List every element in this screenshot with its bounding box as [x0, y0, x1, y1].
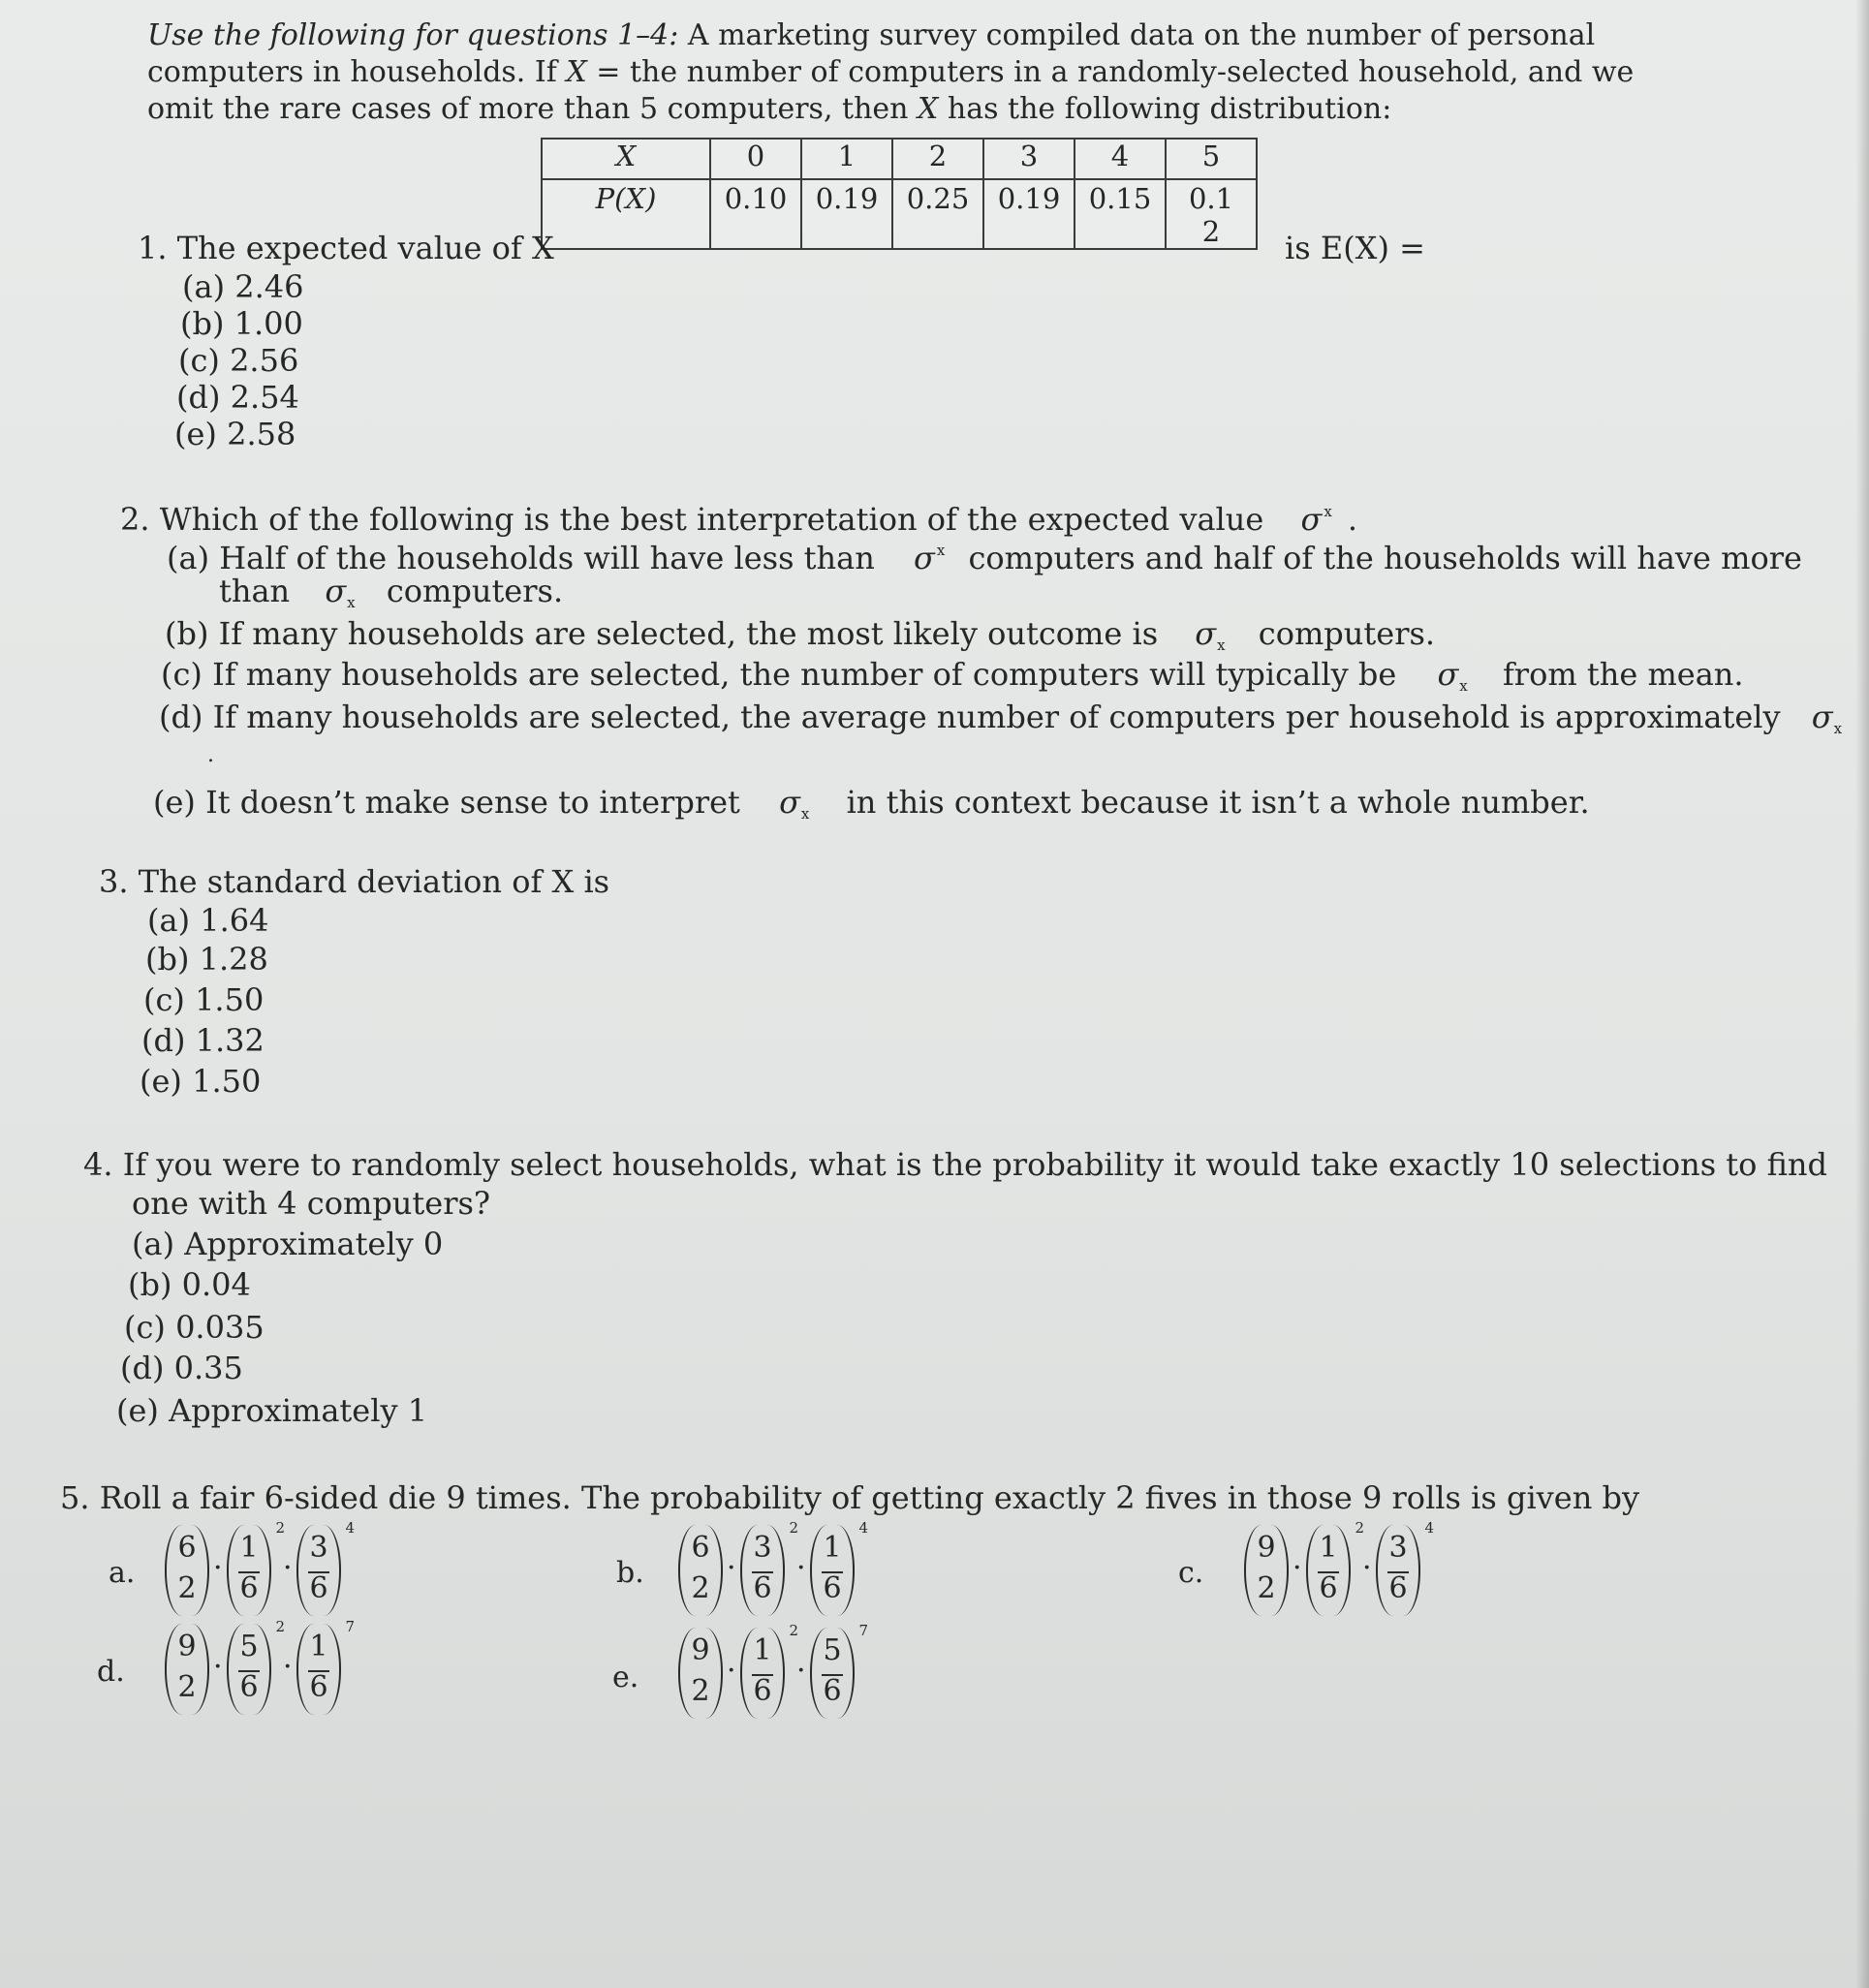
x-cell: 1 — [801, 139, 892, 179]
q2-choice-d-text-1: (d) If many households are selected, the average number of computers per household is approximately — [159, 699, 1781, 735]
fraction-numerator: 3 — [753, 1531, 772, 1565]
intro-var-x: X — [566, 55, 587, 89]
p-header-cell: P(X) — [542, 179, 710, 249]
fraction-denominator: 6 — [239, 1670, 259, 1704]
binomial-coefficient — [165, 1525, 209, 1616]
fraction-power — [740, 1519, 798, 1616]
exponent: 4 — [345, 1519, 355, 1537]
fraction-power — [1306, 1519, 1364, 1616]
binomial-coefficient — [678, 1628, 723, 1719]
q5-option-d-label: d. — [97, 1655, 125, 1689]
exponent: 2 — [1355, 1519, 1364, 1537]
q2-choice-d-period: . — [207, 743, 214, 767]
fraction-numerator: 1 — [309, 1630, 328, 1663]
binomial-coefficient — [1244, 1525, 1289, 1616]
q4-choice-e: (e) Approximately 1 — [116, 1392, 428, 1429]
intro-text-1: A marketing survey compiled data on the number of personal computers in households. If — [147, 18, 1596, 89]
fraction-denominator: 6 — [1319, 1571, 1338, 1605]
multiply-dot: · — [283, 1551, 293, 1585]
q2-choice-a-text-3: than — [219, 573, 291, 609]
table-row-p — [542, 179, 1257, 249]
sigma-subscript: x — [1459, 677, 1468, 695]
fraction-denominator: 6 — [1388, 1571, 1408, 1605]
fraction-power — [1376, 1519, 1434, 1616]
p-cell: 0.19 — [801, 179, 892, 249]
multiply-dot: · — [213, 1551, 223, 1585]
q3-stem: 3. The standard deviation of X is — [99, 863, 610, 900]
q2-choice-e-text-2: in this context because it isn’t a whole number. — [846, 784, 1590, 821]
binom-n: 6 — [691, 1531, 710, 1565]
fraction-denominator: 6 — [753, 1674, 772, 1708]
multiply-dot: · — [796, 1551, 806, 1585]
q1-stem-tail: is E(X) = — [1285, 230, 1425, 266]
exponent: 2 — [275, 1618, 285, 1635]
exponent: 4 — [858, 1519, 868, 1537]
exponent: 2 — [789, 1519, 798, 1537]
sigma-symbol: σ — [914, 540, 935, 576]
sigma-symbol: σ — [1195, 615, 1217, 652]
q2-stem-text: 2. Which of the following is the best interpretation of the expected value — [120, 501, 1264, 538]
x-cell: 2 — [892, 139, 983, 179]
q4-choice-d: (d) 0.35 — [120, 1350, 243, 1386]
q2-stem: 2. Which of the following is the best interpretation of the expected value σ $^x$ . — [120, 501, 1357, 538]
fraction-power — [227, 1519, 285, 1616]
fraction-power — [227, 1618, 285, 1715]
q2-choice-a-text-4: computers. — [386, 573, 564, 609]
q1-stem: 1. The expected value of X — [138, 230, 554, 266]
fraction-numerator: 1 — [239, 1531, 259, 1565]
sigma-subscript: x — [800, 805, 810, 823]
q1-choice-a: (a) 2.46 — [182, 268, 304, 305]
sigma-symbol: σ — [779, 784, 800, 821]
q1-choice-d: (d) 2.54 — [176, 379, 299, 416]
x-cell: 0 — [710, 139, 801, 179]
q3-choice-e: (e) 1.50 — [140, 1063, 262, 1100]
binom-k: 2 — [691, 1571, 710, 1605]
distribution-table — [541, 138, 1258, 250]
fraction-denominator: 6 — [309, 1571, 328, 1605]
q5-option-a-label: a. — [109, 1556, 136, 1590]
q5-option-b-label: b. — [616, 1556, 644, 1590]
fraction-numerator: 3 — [309, 1531, 328, 1565]
sigma-superscript: x — [936, 542, 946, 559]
q1-choice-b: (b) 1.00 — [180, 305, 303, 342]
exponent: 4 — [1424, 1519, 1434, 1537]
q1-choice-e: (e) 2.58 — [174, 416, 296, 452]
q2-choice-b-text-1: (b) If many households are selected, the most likely outcome is — [165, 615, 1159, 652]
q5-option-d-expression — [165, 1618, 388, 1721]
intro-paragraph — [147, 17, 1678, 128]
fraction-power — [810, 1519, 868, 1616]
sigma-symbol: σ — [1437, 656, 1459, 693]
q5-option-e-expression — [678, 1622, 901, 1724]
multiply-dot: · — [213, 1650, 223, 1684]
fraction-denominator: 6 — [823, 1674, 842, 1708]
p-cell: 0.1 2 — [1166, 179, 1257, 249]
q2-choice-a — [167, 531, 1802, 577]
q2-choice-c-text-1: (c) If many households are selected, the number of computers will typically be — [161, 656, 1397, 693]
q5-option-e-label: e. — [612, 1661, 639, 1694]
sigma-symbol: σ — [325, 573, 347, 609]
multiply-dot: · — [283, 1650, 293, 1684]
q2-choice-a-text-2: computers and half of the households will have more — [968, 540, 1802, 576]
q2-choice-d — [159, 698, 1842, 748]
exponent: 7 — [345, 1618, 355, 1635]
q3-choice-c: (c) 1.50 — [143, 981, 265, 1018]
binom-n: 6 — [177, 1531, 197, 1565]
sigma-superscript: x — [1324, 503, 1332, 520]
x-cell: 3 — [983, 139, 1075, 179]
fraction-denominator: 6 — [309, 1670, 328, 1704]
q2-choice-e-text-1: (e) It doesn’t make sense to interpret — [153, 784, 740, 821]
binom-n: 9 — [1257, 1531, 1276, 1565]
sigma-subscript: x — [1833, 720, 1843, 737]
p-cell: 0.19 — [983, 179, 1075, 249]
binom-k: 2 — [691, 1674, 710, 1708]
fraction-numerator: 3 — [1388, 1531, 1408, 1565]
q4-choice-a: (a) Approximately 0 — [132, 1226, 444, 1262]
p-cell: 0.10 — [710, 179, 801, 249]
table-row-x — [542, 139, 1257, 179]
fraction-numerator: 1 — [1319, 1531, 1338, 1565]
fraction-denominator: 6 — [753, 1571, 772, 1605]
x-header-cell: X — [542, 139, 710, 179]
q5-option-a-expression — [165, 1519, 388, 1622]
multiply-dot: · — [1362, 1551, 1372, 1585]
fraction-power — [296, 1618, 355, 1715]
p-cell: 0.25 — [892, 179, 983, 249]
intro-var-x2: X — [918, 92, 939, 126]
multiply-dot: · — [727, 1654, 736, 1688]
binom-n: 9 — [177, 1630, 197, 1663]
multiply-dot: · — [727, 1551, 736, 1585]
fraction-numerator: 5 — [239, 1630, 259, 1663]
sigma-subscript: x — [1217, 637, 1226, 654]
binom-n: 9 — [691, 1633, 710, 1667]
binomial-coefficient — [165, 1624, 209, 1715]
exponent: 7 — [858, 1622, 868, 1639]
q4-choice-b: (b) 0.04 — [128, 1266, 251, 1303]
sigma-symbol: σ — [1300, 501, 1323, 538]
q4-choice-c: (c) 0.035 — [124, 1309, 265, 1346]
q5-stem: 5. Roll a fair 6-sided die 9 times. The probability of getting exactly 2 fives in those 9 rolls is given by — [60, 1479, 1640, 1516]
intro-text-2: = the number of computers in a randomly-selected household, and we omit the rare cases of more than 5 computers, then — [147, 55, 1635, 126]
exponent: 2 — [789, 1622, 798, 1639]
fraction-numerator: 1 — [823, 1531, 842, 1565]
q4-stem-line-2: one with 4 computers? — [132, 1185, 491, 1222]
q5-option-c-label: c. — [1178, 1556, 1204, 1590]
multiply-dot: · — [796, 1654, 806, 1688]
q3-choice-a: (a) 1.64 — [147, 902, 269, 939]
q5-option-c-expression — [1244, 1519, 1467, 1622]
q3-choice-b: (b) 1.28 — [145, 941, 268, 978]
q2-choice-b-text-2: computers. — [1258, 615, 1436, 652]
q3-choice-d: (d) 1.32 — [141, 1022, 265, 1059]
binomial-coefficient — [678, 1525, 723, 1616]
binom-k: 2 — [177, 1571, 197, 1605]
multiply-dot: · — [1293, 1551, 1302, 1585]
q5-option-b-expression — [678, 1519, 901, 1622]
exponent: 2 — [275, 1519, 285, 1537]
q4-stem-line-1: 4. If you were to randomly select households, what is the probability it would take exactly 10 selections to find — [83, 1146, 1828, 1183]
fraction-power — [740, 1622, 798, 1719]
binom-k: 2 — [177, 1670, 197, 1704]
q2-choice-e — [153, 783, 1590, 833]
intro-text-3: has the following distribution: — [938, 92, 1392, 126]
q2-choice-a-text-1: (a) Half of the households will have less than — [167, 540, 875, 576]
fraction-power — [810, 1622, 868, 1719]
x-cell: 4 — [1075, 139, 1166, 179]
page-edge-shadow — [1855, 0, 1869, 1988]
fraction-numerator: 5 — [823, 1633, 842, 1667]
p-cell: 0.15 — [1075, 179, 1166, 249]
q1-choice-c: (c) 2.56 — [178, 342, 299, 379]
sigma-symbol: σ — [1811, 699, 1833, 735]
fraction-numerator: 1 — [753, 1633, 772, 1667]
fraction-power — [296, 1519, 355, 1616]
intro-prefix: Use the following for questions 1–4: — [147, 18, 679, 52]
fraction-denominator: 6 — [239, 1571, 259, 1605]
fraction-denominator: 6 — [823, 1571, 842, 1605]
x-cell: 5 — [1166, 139, 1257, 179]
binom-k: 2 — [1257, 1571, 1276, 1605]
q2-choice-c-text-2: from the mean. — [1502, 656, 1744, 693]
sigma-subscript: x — [347, 594, 356, 611]
